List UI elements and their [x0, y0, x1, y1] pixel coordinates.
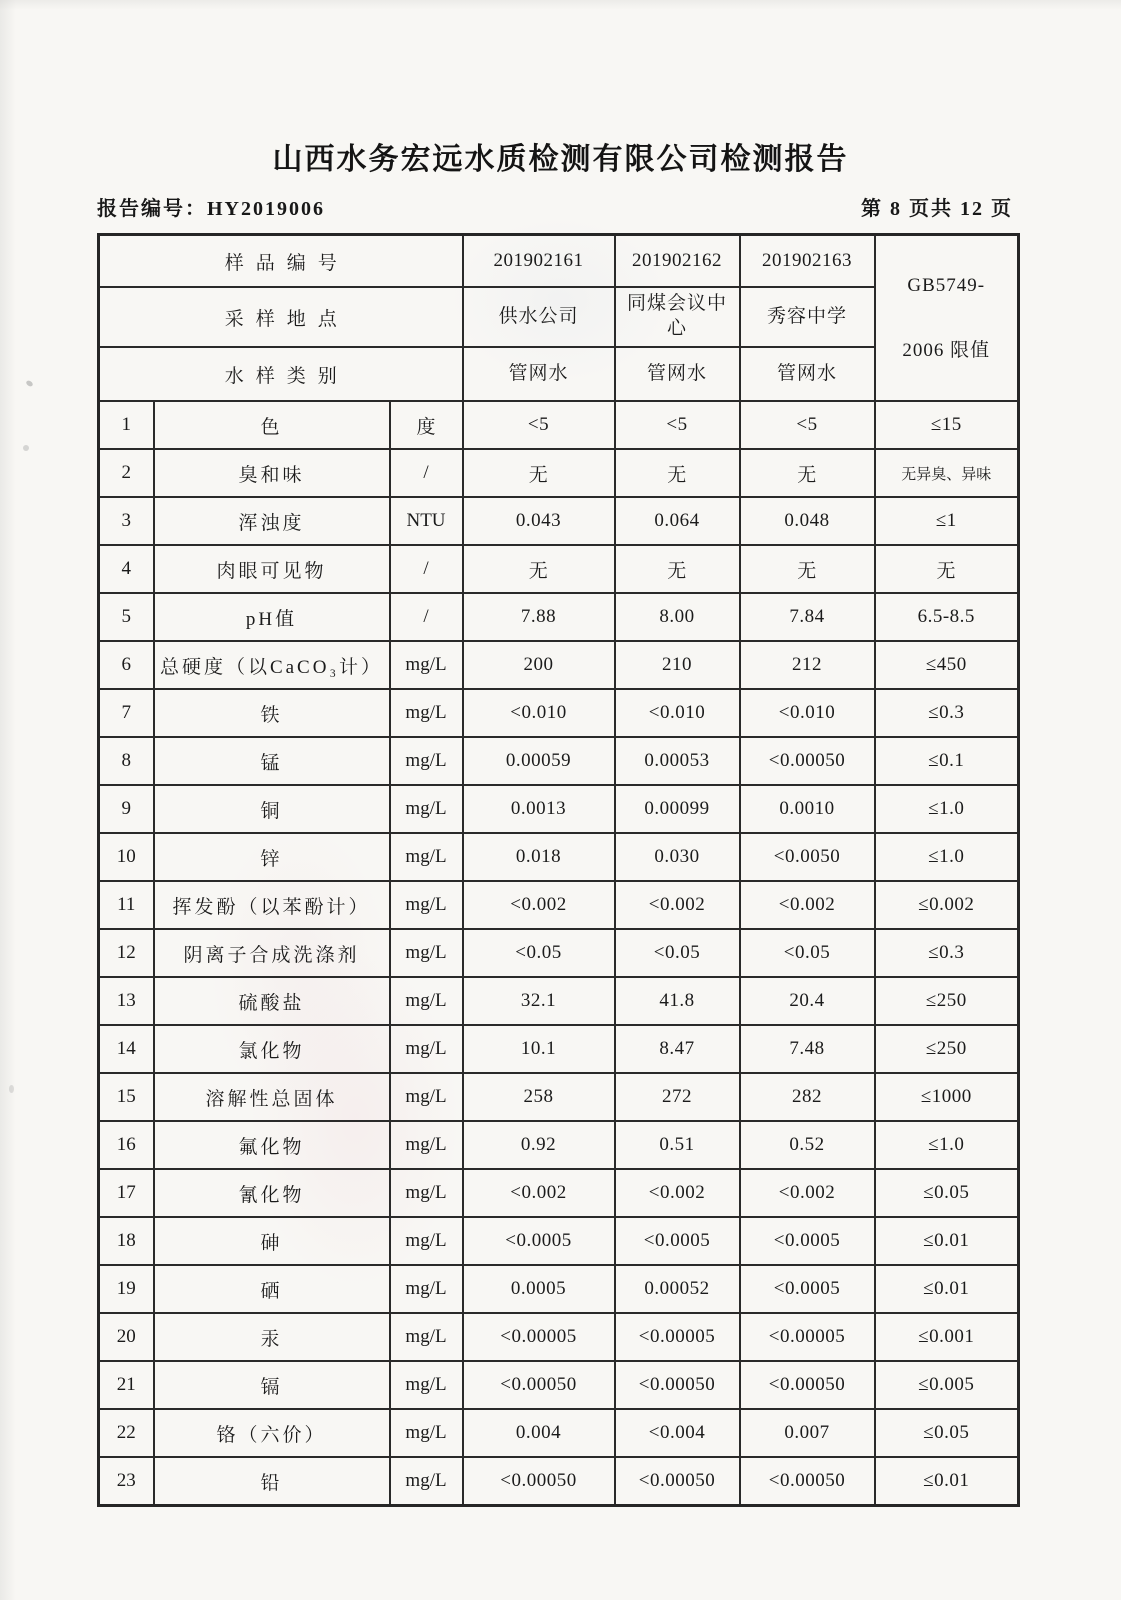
location-1: 供水公司: [463, 287, 615, 347]
sample2-value: <0.0005: [615, 1217, 740, 1265]
sample2-value: 210: [615, 641, 740, 689]
sample2-value: 0.030: [615, 833, 740, 881]
sample-id-1: 201902161: [463, 235, 615, 288]
limit-header-line2: 2006 限值: [902, 339, 991, 361]
item-name: 氰化物: [154, 1169, 390, 1217]
limit-value: ≤0.005: [875, 1361, 1019, 1409]
sample1-value: 0.018: [463, 833, 615, 881]
water-type-1: 管网水: [463, 347, 615, 401]
table-body: [99, 401, 1019, 1506]
item-unit: mg/L: [390, 1073, 463, 1121]
limit-value: ≤250: [875, 1025, 1019, 1073]
table-row: [99, 641, 1019, 689]
item-unit: mg/L: [390, 1409, 463, 1457]
sample3-value: <0.00050: [740, 737, 875, 785]
sample1-value: <0.010: [463, 689, 615, 737]
sample2-value: 0.00099: [615, 785, 740, 833]
sample1-value: 200: [463, 641, 615, 689]
limit-value: ≤250: [875, 977, 1019, 1025]
table-row: [99, 1457, 1019, 1506]
sample2-value: <0.00050: [615, 1457, 740, 1506]
table-row: [99, 737, 1019, 785]
meta-row: [97, 192, 1013, 221]
row-number: 5: [99, 593, 154, 641]
row-number: 2: [99, 449, 154, 497]
sample1-value: <0.00005: [463, 1313, 615, 1361]
sample2-value: <0.002: [615, 881, 740, 929]
location-2: 同煤会议中心: [615, 287, 740, 347]
item-name: 臭和味: [154, 449, 390, 497]
item-name: 砷: [154, 1217, 390, 1265]
sample3-value: <0.00005: [740, 1313, 875, 1361]
sample3-value: <0.05: [740, 929, 875, 977]
item-name: 氯化物: [154, 1025, 390, 1073]
row-number: 8: [99, 737, 154, 785]
sample3-value: 282: [740, 1073, 875, 1121]
sample1-value: 7.88: [463, 593, 615, 641]
sample2-value: 8.00: [615, 593, 740, 641]
item-name: 铅: [154, 1457, 390, 1506]
item-unit: mg/L: [390, 1457, 463, 1506]
table-row: [99, 1409, 1019, 1457]
limit-value: 无: [875, 545, 1019, 593]
sample-id-2: 201902162: [615, 235, 740, 288]
sample3-value: 0.0010: [740, 785, 875, 833]
item-name: 锌: [154, 833, 390, 881]
sample3-value: <0.00050: [740, 1361, 875, 1409]
limit-value: ≤1.0: [875, 1121, 1019, 1169]
sample3-value: 无: [740, 449, 875, 497]
sample3-value: 0.52: [740, 1121, 875, 1169]
limit-value: ≤0.3: [875, 929, 1019, 977]
item-name: 阴离子合成洗涤剂: [154, 929, 390, 977]
item-name: 氟化物: [154, 1121, 390, 1169]
row-number: 12: [99, 929, 154, 977]
table-row: [99, 1073, 1019, 1121]
limit-value: ≤0.01: [875, 1457, 1019, 1506]
item-name: 汞: [154, 1313, 390, 1361]
item-name: 色: [154, 401, 390, 449]
water-type-2: 管网水: [615, 347, 740, 401]
limit-value: ≤0.05: [875, 1169, 1019, 1217]
item-unit: mg/L: [390, 737, 463, 785]
sample3-value: <0.0050: [740, 833, 875, 881]
water-quality-table: [97, 233, 1020, 1507]
sample1-value: <0.002: [463, 1169, 615, 1217]
page-indicator: 第 8 页共 12 页: [861, 198, 1013, 220]
table-row: [99, 497, 1019, 545]
item-unit: /: [390, 593, 463, 641]
sample3-value: 212: [740, 641, 875, 689]
sample3-value: <0.002: [740, 1169, 875, 1217]
sample3-value: 0.007: [740, 1409, 875, 1457]
table-row: [99, 449, 1019, 497]
row-number: 16: [99, 1121, 154, 1169]
table-row: [99, 1025, 1019, 1073]
table-header: [99, 235, 1019, 402]
limit-value: ≤0.05: [875, 1409, 1019, 1457]
row-number: 19: [99, 1265, 154, 1313]
item-unit: mg/L: [390, 1265, 463, 1313]
row-number: 18: [99, 1217, 154, 1265]
sample3-value: 7.48: [740, 1025, 875, 1073]
row-number: 7: [99, 689, 154, 737]
water-type-3: 管网水: [740, 347, 875, 401]
sample2-value: 0.064: [615, 497, 740, 545]
row-number: 15: [99, 1073, 154, 1121]
sample3-value: <0.0005: [740, 1217, 875, 1265]
limit-value: ≤1: [875, 497, 1019, 545]
sample3-value: <5: [740, 401, 875, 449]
table-row: [99, 401, 1019, 449]
sample2-value: 272: [615, 1073, 740, 1121]
row-number: 1: [99, 401, 154, 449]
item-unit: /: [390, 545, 463, 593]
row-number: 10: [99, 833, 154, 881]
item-unit: mg/L: [390, 1361, 463, 1409]
sample1-value: 0.0013: [463, 785, 615, 833]
row-number: 6: [99, 641, 154, 689]
item-name: 肉眼可见物: [154, 545, 390, 593]
sample3-value: 20.4: [740, 977, 875, 1025]
limit-value: ≤0.01: [875, 1217, 1019, 1265]
table-row: [99, 593, 1019, 641]
row-number: 3: [99, 497, 154, 545]
sample3-value: <0.00050: [740, 1457, 875, 1506]
sample-id-3: 201902163: [740, 235, 875, 288]
sample3-value: 0.048: [740, 497, 875, 545]
table-row: [99, 1217, 1019, 1265]
sample2-value: 0.00052: [615, 1265, 740, 1313]
limit-value: ≤15: [875, 401, 1019, 449]
row-number: 13: [99, 977, 154, 1025]
item-unit: mg/L: [390, 833, 463, 881]
item-name: 铬（六价）: [154, 1409, 390, 1457]
sample2-value: 0.51: [615, 1121, 740, 1169]
item-unit: mg/L: [390, 641, 463, 689]
sample2-value: 8.47: [615, 1025, 740, 1073]
row-number: 4: [99, 545, 154, 593]
item-unit: mg/L: [390, 881, 463, 929]
table-row: [99, 1313, 1019, 1361]
limit-value: ≤0.1: [875, 737, 1019, 785]
sample3-value: 7.84: [740, 593, 875, 641]
limit-value: ≤0.002: [875, 881, 1019, 929]
sample1-value: <5: [463, 401, 615, 449]
sample2-value: <5: [615, 401, 740, 449]
table-row: [99, 929, 1019, 977]
sample1-value: 0.00059: [463, 737, 615, 785]
table-row: [99, 689, 1019, 737]
row-number: 22: [99, 1409, 154, 1457]
sample1-value: 258: [463, 1073, 615, 1121]
sample2-value: 无: [615, 545, 740, 593]
limit-value: ≤0.001: [875, 1313, 1019, 1361]
table-row: [99, 1121, 1019, 1169]
item-name: 挥发酚（以苯酚计）: [154, 881, 390, 929]
sample1-value: 0.004: [463, 1409, 615, 1457]
scan-speck: [9, 1085, 14, 1093]
item-unit: /: [390, 449, 463, 497]
sample2-value: 无: [615, 449, 740, 497]
location-3: 秀容中学: [740, 287, 875, 347]
item-name: 浑浊度: [154, 497, 390, 545]
row-number: 17: [99, 1169, 154, 1217]
item-unit: mg/L: [390, 929, 463, 977]
table-row: [99, 977, 1019, 1025]
table-row: [99, 785, 1019, 833]
sample2-value: <0.010: [615, 689, 740, 737]
sample2-value: <0.00050: [615, 1361, 740, 1409]
limit-value: ≤1.0: [875, 785, 1019, 833]
limit-value: ≤0.3: [875, 689, 1019, 737]
table-row: [99, 881, 1019, 929]
table-row: [99, 1361, 1019, 1409]
sample3-value: <0.010: [740, 689, 875, 737]
item-unit: mg/L: [390, 977, 463, 1025]
sample-id-label: 样品编号: [99, 235, 463, 288]
sample1-value: 0.92: [463, 1121, 615, 1169]
item-unit: mg/L: [390, 1217, 463, 1265]
item-name: 硫酸盐: [154, 977, 390, 1025]
sample1-value: <0.002: [463, 881, 615, 929]
report-number: 报告编号：HY2019006: [97, 198, 325, 220]
sample1-value: 0.0005: [463, 1265, 615, 1313]
row-number: 9: [99, 785, 154, 833]
limit-header-line1: GB5749-: [907, 274, 986, 296]
item-name: 硒: [154, 1265, 390, 1313]
sample1-value: 32.1: [463, 977, 615, 1025]
sample2-value: <0.002: [615, 1169, 740, 1217]
item-unit: mg/L: [390, 689, 463, 737]
table-row: [99, 545, 1019, 593]
item-name: 锰: [154, 737, 390, 785]
item-unit: 度: [390, 401, 463, 449]
sample3-value: 无: [740, 545, 875, 593]
table-row: [99, 833, 1019, 881]
sample3-value: <0.0005: [740, 1265, 875, 1313]
row-number: 20: [99, 1313, 154, 1361]
limit-value: 6.5-8.5: [875, 593, 1019, 641]
sample1-value: 无: [463, 449, 615, 497]
sample2-value: <0.004: [615, 1409, 740, 1457]
sample2-value: <0.00005: [615, 1313, 740, 1361]
limit-column-header: [875, 235, 1019, 402]
sample1-value: 0.043: [463, 497, 615, 545]
sample1-value: 10.1: [463, 1025, 615, 1073]
sample1-value: <0.0005: [463, 1217, 615, 1265]
limit-value: ≤1.0: [875, 833, 1019, 881]
sample1-value: <0.00050: [463, 1457, 615, 1506]
item-name: 铜: [154, 785, 390, 833]
row-number: 11: [99, 881, 154, 929]
row-number: 23: [99, 1457, 154, 1506]
item-name: 总硬度（以CaCO₃计）: [154, 641, 390, 689]
item-unit: mg/L: [390, 785, 463, 833]
location-label: 采样地点: [99, 287, 463, 347]
row-number: 21: [99, 1361, 154, 1409]
item-unit: mg/L: [390, 1025, 463, 1073]
table-row: [99, 1169, 1019, 1217]
limit-value: ≤1000: [875, 1073, 1019, 1121]
sample2-value: 0.00053: [615, 737, 740, 785]
item-name: pH值: [154, 593, 390, 641]
limit-value: ≤0.01: [875, 1265, 1019, 1313]
scan-speck: [25, 379, 34, 387]
item-name: 铁: [154, 689, 390, 737]
sample2-value: 41.8: [615, 977, 740, 1025]
table-row: [99, 1265, 1019, 1313]
sample1-value: <0.05: [463, 929, 615, 977]
header-row-sample-id: [99, 235, 1019, 288]
row-number: 14: [99, 1025, 154, 1073]
item-name: 镉: [154, 1361, 390, 1409]
limit-value: 无异臭、异味: [875, 449, 1019, 497]
item-unit: NTU: [390, 497, 463, 545]
item-unit: mg/L: [390, 1121, 463, 1169]
scan-speck: [23, 445, 29, 451]
page-title: 山西水务宏远水质检测有限公司检测报告: [272, 143, 849, 176]
sample2-value: <0.05: [615, 929, 740, 977]
item-unit: mg/L: [390, 1169, 463, 1217]
item-unit: mg/L: [390, 1313, 463, 1361]
limit-value: ≤450: [875, 641, 1019, 689]
water-type-label: 水样类别: [99, 347, 463, 401]
item-name: 溶解性总固体: [154, 1073, 390, 1121]
sample1-value: <0.00050: [463, 1361, 615, 1409]
sample3-value: <0.002: [740, 881, 875, 929]
sample1-value: 无: [463, 545, 615, 593]
